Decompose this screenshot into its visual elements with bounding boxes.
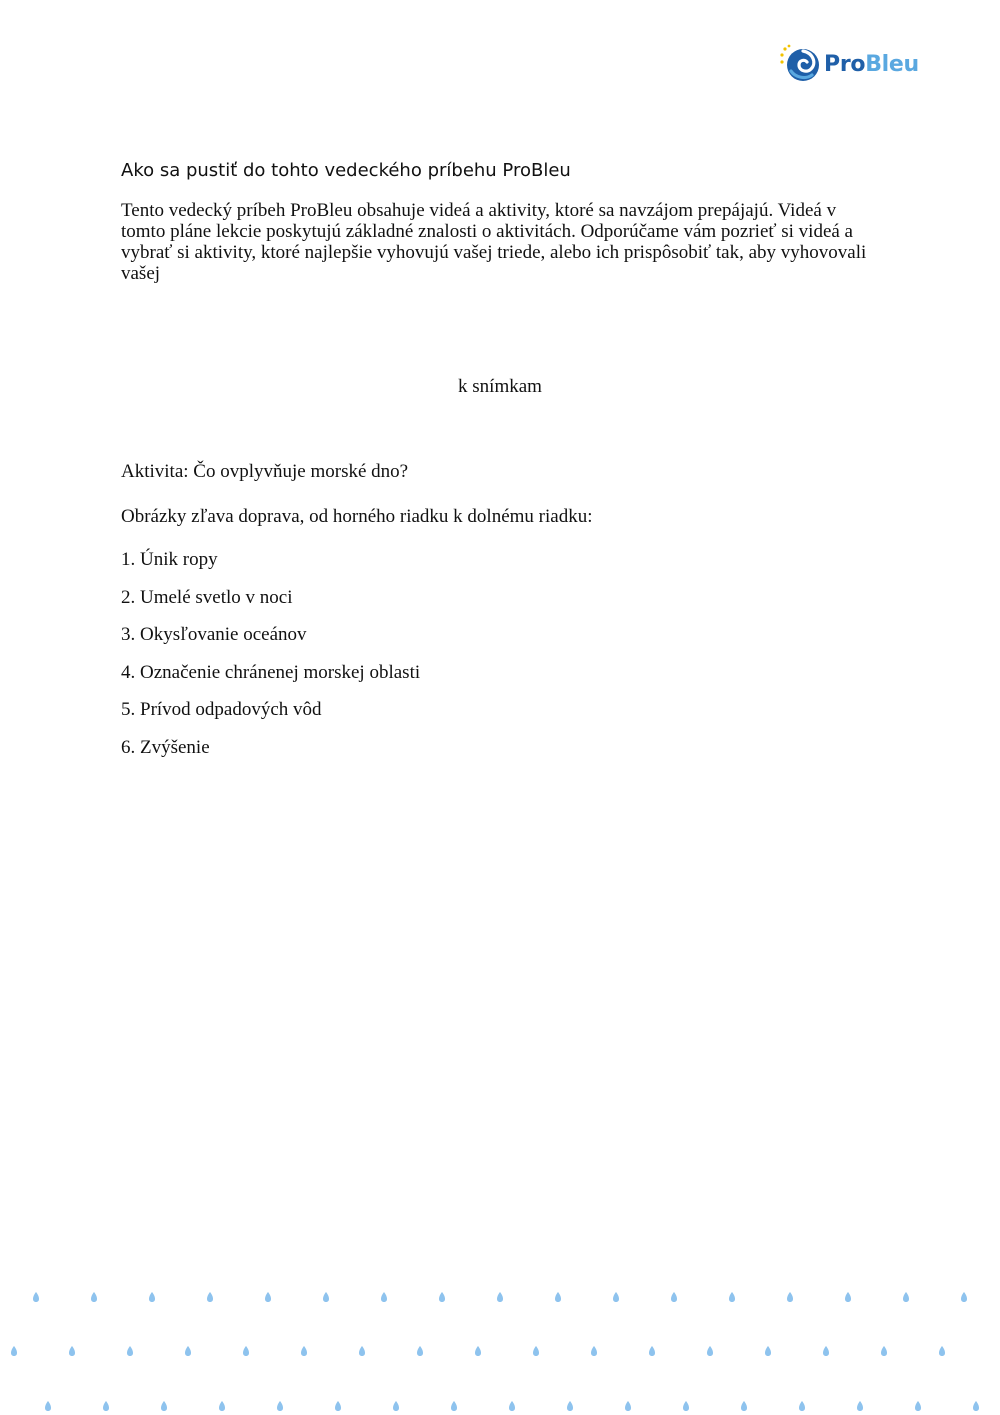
water-drop-icon [961,1292,967,1302]
water-drop-icon [509,1401,515,1411]
water-drop-icon [439,1292,445,1302]
water-drop-icon [451,1401,457,1411]
water-drop-icon [741,1401,747,1411]
probleu-swirl-icon [779,43,821,85]
water-drop-icon [243,1346,249,1356]
water-drop-icon [533,1346,539,1356]
water-drop-icon [475,1346,481,1356]
water-drop-icon [555,1292,561,1302]
water-drop-icon [335,1401,341,1411]
water-drop-icon [381,1292,387,1302]
water-drop-icon [707,1346,713,1356]
water-drop-icon [939,1346,945,1356]
images-caption: Obrázky zľava doprava, od horného riadku k dolnému riadku: [121,506,593,527]
water-drop-icon [45,1401,51,1411]
intro-paragraph: Tento vedecký príbeh ProBleu obsahuje videá a aktivity, ktoré sa navzájom prepájajú. Videá v tomto pláne lekcie poskytujú základné znalosti o aktivitách. Odporúčame vám pozrieť si videá a vybrať si aktivity, ktoré najlepšie vyhovujú vašej triede, alebo ich prispôsobiť tak, aby vyhovovali vašej [121,200,867,284]
water-drop-icon [915,1401,921,1411]
water-drop-icon [359,1346,365,1356]
water-drop-icon [845,1292,851,1302]
water-drop-icon [625,1401,631,1411]
water-drop-icon [649,1346,655,1356]
water-drop-icon [881,1346,887,1356]
logo-text [824,52,919,77]
images-list [121,548,420,774]
water-drop-icon [277,1401,283,1411]
water-drop-icon [69,1346,75,1356]
water-drop-icon [613,1292,619,1302]
list-item: 3. Okysľovanie oceánov [121,624,307,646]
list-item: 5. Prívod odpadových vôd [121,699,322,721]
water-drop-icon [903,1292,909,1302]
list-item: 4. Označenie chránenej morskej oblasti [121,661,421,683]
water-drop-icon [591,1346,597,1356]
water-drop-icon [185,1346,191,1356]
water-drop-icon [265,1292,271,1302]
water-drop-icon [323,1292,329,1302]
water-drop-icon [823,1346,829,1356]
water-drop-icon [11,1346,17,1356]
water-drop-icon [127,1346,133,1356]
water-drop-icon [683,1401,689,1411]
list-item: 2. Umelé svetlo v noci [121,586,293,608]
water-drop-icon [497,1292,503,1302]
list-item: 6. Zvýšenie [121,736,210,758]
water-drop-icon [857,1401,863,1411]
page-heading: Ako sa pustiť do tohto vedeckého príbehu ProBleu [121,160,571,181]
water-drop-pattern [0,1280,1000,1415]
water-drop-icon [393,1401,399,1411]
water-drop-icon [973,1401,979,1411]
water-drop-icon [787,1292,793,1302]
water-drop-icon [219,1401,225,1411]
slides-reference-text: k snímkam [458,376,542,397]
probleu-logo [779,43,919,85]
logo-text-pro: Pro [824,51,866,77]
water-drop-icon [91,1292,97,1302]
water-drop-icon [149,1292,155,1302]
logo-text-bleu: Bleu [865,51,919,77]
water-drop-icon [207,1292,213,1302]
water-drop-icon [671,1292,677,1302]
activity-title: Aktivita: Čo ovplyvňuje morské dno? [121,461,409,482]
water-drop-icon [567,1401,573,1411]
water-drop-icon [799,1401,805,1411]
water-drop-icon [729,1292,735,1302]
water-drop-icon [33,1292,39,1302]
list-item: 1. Únik ropy [121,549,218,570]
water-drop-icon [103,1401,109,1411]
water-drop-icon [417,1346,423,1356]
water-drop-icon [301,1346,307,1356]
water-drop-icon [161,1401,167,1411]
water-drop-icon [765,1346,771,1356]
